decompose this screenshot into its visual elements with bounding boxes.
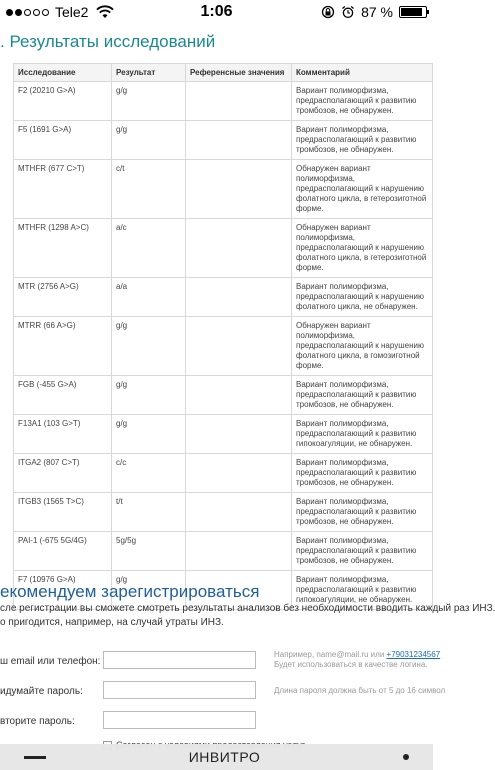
rotation-lock-icon	[321, 5, 335, 19]
header-result: Результат	[112, 64, 186, 82]
cell-comment: Обнаружен вариант полиморфизма, предрасполагающий к нарушению фолатного цикла, в гетерозиготной форме.	[292, 160, 433, 219]
minimize-bar-icon[interactable]	[24, 756, 46, 759]
register-text-line2: о пригодится, например, на случай утраты ИНЗ.	[0, 617, 224, 628]
cell-test: ITGA2 (807 C>T)	[14, 454, 112, 493]
cell-test: MTHFR (677 C>T)	[14, 160, 112, 219]
cell-comment: Вариант полиморфизма, предрасполагающий к развитию тромбозов, не обнаружен.	[292, 454, 433, 493]
table-row	[14, 160, 433, 219]
status-time: 1:06	[200, 3, 233, 20]
cell-test: MTR (2756 A>G)	[14, 278, 112, 317]
cell-comment: Вариант полиморфизма, предрасполагающий к развитию тромбозов, не обнаружен.	[292, 376, 433, 415]
cell-result: g/g	[112, 121, 186, 160]
cell-reference	[186, 415, 292, 454]
cell-result: 5g/5g	[112, 532, 186, 571]
table-header-row	[14, 64, 433, 82]
cell-comment: Вариант полиморфизма, предрасполагающий к развитию тромбозов, не обнаружен.	[292, 82, 433, 121]
cell-result: g/g	[112, 415, 186, 454]
cell-result: c/c	[112, 454, 186, 493]
status-bar	[0, 0, 433, 24]
table-row	[14, 532, 433, 571]
register-title: екомендуем зарегистрироваться	[0, 582, 260, 601]
cell-result: g/g	[112, 376, 186, 415]
results-title-prefix: .	[0, 32, 10, 51]
cell-test: MTHFR (1298 A>C)	[14, 219, 112, 278]
cell-reference	[186, 219, 292, 278]
cell-test: MTRR (66 A>G)	[14, 317, 112, 376]
email-hint-phone-link[interactable]: +79031234567	[386, 650, 441, 659]
table-row	[14, 454, 433, 493]
battery-icon	[399, 6, 427, 18]
password-label: идумайте пароль:	[0, 686, 83, 697]
cell-test: F2 (20210 G>A)	[14, 82, 112, 121]
page-title-bar: ИНВИТРО	[188, 749, 261, 765]
email-hint-line2: Будет использоваться в качестве логина.	[274, 660, 428, 669]
cell-reference	[186, 82, 292, 121]
cell-reference	[186, 317, 292, 376]
cell-result: c/t	[112, 160, 186, 219]
cell-reference	[186, 376, 292, 415]
table-row	[14, 317, 433, 376]
cell-comment: Вариант полиморфизма, предрасполагающий к развитию гипокоагуляции, не обнаружен.	[292, 415, 433, 454]
cell-result: a/c	[112, 219, 186, 278]
email-hint	[274, 650, 440, 670]
cell-test: ITGB3 (1565 T>C)	[14, 493, 112, 532]
cell-comment: Обнаружен вариант полиморфизма, предрасполагающий к нарушению фолатного цикла, в гетерозиготной форме.	[292, 219, 433, 278]
cell-comment: Вариант полиморфизма, предрасполагающий к нарушению фолатного цикла, не обнаружен.	[292, 278, 433, 317]
carrier-name: Tele2	[55, 4, 89, 20]
cell-reference	[186, 121, 292, 160]
cell-result: t/t	[112, 493, 186, 532]
battery-fill	[401, 8, 422, 16]
alarm-icon	[341, 5, 355, 19]
cell-test: FGB (-455 G>A)	[14, 376, 112, 415]
cell-result: g/g	[112, 317, 186, 376]
cell-result: a/a	[112, 278, 186, 317]
results-title-text: Результаты исследований	[9, 32, 216, 51]
cell-test: F5 (1691 G>A)	[14, 121, 112, 160]
header-reference: Референсные значения	[186, 64, 292, 82]
password-input[interactable]	[103, 681, 256, 699]
cell-comment: Вариант полиморфизма, предрасполагающий к развитию гипокоагуляции, не обнаружен.	[292, 571, 433, 610]
cell-reference	[186, 160, 292, 219]
cell-comment: Обнаружен вариант полиморфизма, предрасполагающий к нарушению фолатного цикла, в гомозиготной форме.	[292, 317, 433, 376]
cell-reference	[186, 532, 292, 571]
table-row	[14, 415, 433, 454]
password-hint: Длина пароля должна быть от 5 до 16 символ	[274, 686, 446, 695]
repeat-password-input[interactable]	[103, 711, 256, 729]
cell-result: g/g	[112, 571, 186, 610]
cell-test: PAI-1 (-675 5G/4G)	[14, 532, 112, 571]
register-text-line1: сле регистрации вы сможете смотреть результаты анализов без необходимости вводить каждый раз ИНЗ.	[0, 603, 495, 614]
battery-percent: 87 %	[361, 4, 393, 20]
cell-test: F13A1 (103 G>T)	[14, 415, 112, 454]
results-table	[13, 63, 433, 610]
table-row	[14, 82, 433, 121]
email-label: ш email или телефон:	[0, 656, 101, 667]
menu-dot-icon[interactable]	[403, 754, 409, 760]
table-row	[14, 219, 433, 278]
cell-reference	[186, 454, 292, 493]
cell-comment: Вариант полиморфизма, предрасполагающий к развитию тромбозов, не обнаружен.	[292, 493, 433, 532]
repeat-password-label: вторите пароль:	[0, 716, 75, 727]
results-title	[0, 32, 215, 52]
table-row	[14, 278, 433, 317]
header-comment: Комментарий	[292, 64, 433, 82]
cell-comment: Вариант полиморфизма, предрасполагающий к развитию тромбозов, не обнаружен.	[292, 532, 433, 571]
status-right	[321, 4, 427, 20]
header-test: Исследование	[14, 64, 112, 82]
table-row	[14, 493, 433, 532]
table-row	[14, 121, 433, 160]
cell-reference	[186, 278, 292, 317]
cell-reference	[186, 493, 292, 532]
email-hint-prefix: Например, name@mail.ru или	[274, 650, 385, 659]
cell-comment: Вариант полиморфизма, предрасполагающий к развитию тромбозов, не обнаружен.	[292, 121, 433, 160]
cell-result: g/g	[112, 82, 186, 121]
table-row	[14, 376, 433, 415]
browser-bottom-bar	[0, 744, 433, 770]
email-input[interactable]	[103, 651, 256, 669]
cell-test: F7 (10976 G>A)	[14, 571, 112, 610]
